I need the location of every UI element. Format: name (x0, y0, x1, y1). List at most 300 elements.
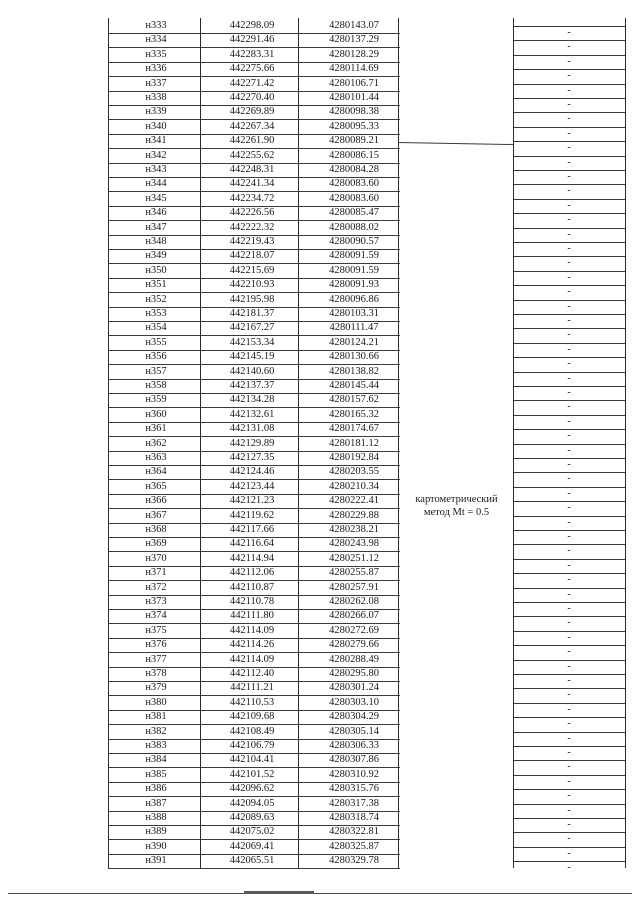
x-coordinate: 442283.31 (229, 48, 275, 60)
x-coordinate: 442119.62 (229, 509, 275, 521)
row-border (513, 415, 625, 416)
page-bottom-rule (8, 893, 632, 894)
x-coordinate: 442114.09 (229, 653, 275, 665)
y-coordinate: 4280111.47 (329, 322, 379, 334)
y-coordinate: 4280128.29 (329, 48, 379, 60)
row-border (513, 544, 625, 545)
y-coordinate: 4280091.59 (329, 250, 379, 262)
table-row (108, 206, 400, 220)
point-id: н348 (145, 236, 167, 247)
point-id: н359 (145, 394, 167, 406)
x-coordinate: 442108.49 (229, 725, 275, 737)
x-coordinate: 442134.28 (229, 394, 275, 406)
dash-cell: - (567, 603, 571, 614)
table-row (108, 221, 400, 235)
table-row (108, 465, 400, 479)
dash-cell: - (567, 675, 571, 686)
x-coordinate: 442065.51 (229, 855, 275, 867)
row-border (513, 386, 625, 387)
x-coordinate: 442129.89 (229, 437, 275, 449)
row-border (513, 674, 625, 675)
y-coordinate: 4280304.29 (329, 711, 379, 723)
point-id: н364 (145, 466, 167, 478)
y-coordinate: 4280145.44 (329, 380, 379, 391)
row-border (513, 228, 625, 229)
point-id: н390 (145, 840, 167, 852)
x-coordinate: 442140.60 (229, 365, 275, 377)
y-coordinate: 4280192.84 (329, 452, 379, 463)
table-row (108, 77, 400, 91)
x-coordinate: 442271.42 (229, 77, 275, 89)
table-row (108, 537, 400, 551)
point-id: н334 (145, 34, 167, 46)
point-id: н389 (145, 826, 167, 838)
y-coordinate: 4280138.82 (329, 365, 379, 377)
y-coordinate: 4280310.92 (329, 768, 379, 780)
point-id: н370 (145, 552, 167, 564)
x-coordinate: 442261.90 (229, 135, 275, 147)
row-border (513, 717, 625, 718)
y-coordinate: 4280090.57 (329, 236, 379, 247)
point-id: н365 (145, 480, 167, 492)
point-id: н347 (145, 221, 167, 233)
x-coordinate: 442089.63 (229, 812, 275, 823)
y-coordinate: 4280091.59 (329, 264, 379, 276)
table-row (108, 365, 400, 379)
y-coordinate: 4280157.62 (329, 394, 379, 406)
y-coordinate: 4280329.78 (329, 855, 379, 867)
x-coordinate: 442153.34 (229, 336, 275, 348)
x-coordinate: 442104.41 (229, 754, 275, 766)
y-coordinate: 4280210.34 (329, 480, 379, 492)
row-border (513, 703, 625, 704)
row-border (513, 516, 625, 517)
row-border (513, 84, 625, 85)
x-coordinate: 442112.40 (229, 668, 275, 679)
dash-cell: - (567, 214, 571, 226)
point-id: н382 (145, 725, 167, 737)
dash-cell: - (567, 559, 571, 571)
table-row (108, 480, 400, 494)
table-row (108, 725, 400, 739)
table-row (108, 494, 400, 508)
x-coordinate: 442219.43 (229, 236, 275, 247)
dash-cell: - (567, 660, 571, 672)
table-row (108, 408, 400, 422)
dash-cell: - (567, 487, 571, 499)
x-coordinate: 442101.52 (229, 768, 275, 780)
point-id: н337 (145, 77, 167, 89)
row-border (513, 357, 625, 358)
point-id: н360 (145, 408, 167, 420)
table-row (108, 451, 400, 465)
point-id: н336 (145, 63, 167, 75)
dash-cell: - (567, 747, 571, 758)
row-border (513, 314, 625, 315)
point-id: н386 (145, 783, 167, 795)
point-id: н343 (145, 164, 167, 175)
method-line-2: метод Mt = 0.5 (423, 507, 490, 518)
row-border (513, 789, 625, 790)
x-coordinate: 442096.62 (229, 783, 275, 795)
table-row (108, 120, 400, 134)
x-coordinate: 442112.06 (229, 567, 275, 579)
row-border (513, 760, 625, 761)
table-row (108, 509, 400, 523)
row-border (513, 184, 625, 185)
point-id: н369 (145, 538, 167, 550)
table-row (108, 609, 400, 623)
y-coordinate: 4280124.21 (329, 336, 379, 348)
y-coordinate: 4280106.71 (329, 77, 379, 89)
y-coordinate: 4280262.08 (329, 596, 379, 607)
table-row (108, 595, 400, 609)
point-id: н363 (145, 452, 167, 463)
x-coordinate: 442291.46 (229, 34, 275, 46)
row-border (513, 660, 625, 661)
x-coordinate: 442218.07 (229, 250, 275, 262)
y-coordinate: 4280222.41 (329, 495, 379, 507)
x-coordinate: 442255.62 (229, 149, 275, 161)
row-border (513, 271, 625, 272)
y-coordinate: 4280086.15 (329, 149, 379, 161)
dash-cell: - (567, 847, 571, 859)
row-border (513, 26, 625, 27)
table-row (108, 91, 400, 105)
table-rule (398, 142, 514, 145)
y-coordinate: 4280114.69 (329, 63, 379, 75)
row-border (513, 69, 625, 70)
dash-cell: - (567, 343, 571, 355)
y-coordinate: 4280238.21 (329, 524, 379, 535)
point-id: н358 (145, 380, 167, 391)
row-border (513, 328, 625, 329)
dash-cell: - (567, 156, 571, 168)
y-coordinate: 4280305.14 (329, 725, 379, 737)
x-coordinate: 442075.02 (229, 826, 275, 838)
x-coordinate: 442137.37 (229, 380, 275, 391)
dash-cell: - (567, 300, 571, 312)
point-id: н339 (145, 106, 167, 118)
dash-cell: - (567, 804, 571, 816)
table-row (108, 581, 400, 595)
point-id: н351 (145, 279, 167, 291)
table-row (108, 653, 400, 667)
x-coordinate: 442127.35 (229, 452, 275, 463)
dash-cell: - (567, 545, 571, 557)
x-coordinate: 442121.23 (229, 495, 275, 507)
y-coordinate: 4280255.87 (329, 567, 379, 579)
table-row (108, 782, 400, 796)
row-border (513, 559, 625, 560)
x-coordinate: 442114.94 (229, 552, 275, 564)
y-coordinate: 4280088.02 (329, 221, 379, 233)
x-coordinate: 442210.93 (229, 279, 275, 291)
y-coordinate: 4280130.66 (329, 351, 379, 363)
row-border (108, 868, 400, 869)
dash-cell: - (567, 631, 571, 643)
dash-cell: - (567, 718, 571, 730)
x-coordinate: 442117.66 (229, 524, 275, 535)
point-id: н388 (145, 812, 167, 823)
y-coordinate: 4280103.31 (329, 308, 379, 319)
y-coordinate: 4280306.33 (329, 740, 379, 751)
row-border (513, 847, 625, 848)
row-border (513, 256, 625, 257)
point-id: н383 (145, 740, 167, 751)
dash-cell: - (567, 70, 571, 82)
table-row (108, 768, 400, 782)
y-coordinate: 4280266.07 (329, 610, 379, 622)
x-coordinate: 442110.53 (229, 696, 275, 708)
x-coordinate: 442110.87 (229, 581, 275, 593)
dash-cell: - (567, 99, 571, 110)
row-border (513, 400, 625, 401)
point-id: н373 (145, 596, 167, 607)
row-border (513, 372, 625, 373)
x-coordinate: 442111.80 (230, 610, 274, 622)
x-coordinate: 442275.66 (229, 63, 275, 75)
dash-cell: - (567, 790, 571, 802)
table-row (108, 797, 400, 811)
x-coordinate: 442145.19 (229, 351, 275, 363)
table-row (108, 278, 400, 292)
dash-cell: - (567, 703, 571, 715)
y-coordinate: 4280318.74 (329, 812, 379, 823)
table-row (108, 177, 400, 191)
table-row (108, 264, 400, 278)
table-row (108, 105, 400, 119)
table-row (108, 624, 400, 638)
dash-cell: - (567, 228, 571, 240)
y-coordinate: 4280315.76 (329, 783, 379, 795)
dash-cell: - (567, 444, 571, 456)
dash-cell: - (567, 430, 571, 442)
dash-cell: - (567, 401, 571, 413)
point-id: н391 (145, 855, 167, 867)
point-id: н357 (145, 365, 167, 377)
table-row (108, 321, 400, 335)
table-row (108, 854, 400, 868)
point-id: н341 (145, 135, 167, 147)
point-id: н356 (145, 351, 167, 363)
point-id: н385 (145, 768, 167, 780)
x-coordinate: 442215.69 (229, 264, 275, 276)
method-note (400, 493, 513, 519)
point-id: н372 (145, 581, 167, 593)
row-border (513, 616, 625, 617)
point-id: н354 (145, 322, 167, 334)
dash-cell: - (567, 41, 571, 53)
method-line-1: картометрический (415, 494, 498, 505)
y-coordinate: 4280203.55 (329, 466, 379, 478)
point-id: н384 (145, 754, 167, 766)
row-border (513, 746, 625, 747)
row-border (513, 156, 625, 157)
table-row (108, 62, 400, 76)
point-id: н379 (145, 682, 167, 694)
dash-cell: - (567, 502, 571, 514)
table-row (108, 379, 400, 393)
y-coordinate: 4280279.66 (329, 639, 379, 651)
row-border (513, 242, 625, 243)
row-border (513, 213, 625, 214)
y-coordinate: 4280301.24 (329, 682, 379, 694)
y-coordinate: 4280098.38 (329, 106, 379, 118)
row-border (513, 732, 625, 733)
x-coordinate: 442131.08 (229, 423, 275, 435)
dash-cell: - (567, 819, 571, 830)
y-coordinate: 4280181.12 (329, 437, 379, 449)
point-id: н381 (145, 711, 167, 723)
point-id: н352 (145, 293, 167, 305)
col-border (625, 18, 626, 868)
row-border (513, 588, 625, 589)
dash-cell: - (567, 775, 571, 787)
x-coordinate: 442109.68 (229, 711, 275, 723)
table-row (108, 523, 400, 537)
y-coordinate: 4280257.91 (329, 581, 379, 593)
dash-cell: - (567, 171, 571, 182)
table-row (108, 134, 400, 148)
y-coordinate: 4280303.10 (329, 696, 379, 708)
x-coordinate: 442226.56 (229, 207, 275, 219)
row-border (513, 688, 625, 689)
dash-cell: - (567, 387, 571, 398)
row-border (513, 631, 625, 632)
dash-cell: - (567, 415, 571, 427)
dash-cell: - (567, 27, 571, 38)
row-border (513, 832, 625, 833)
x-coordinate: 442269.89 (229, 106, 275, 118)
point-id: н375 (145, 624, 167, 636)
point-id: н338 (145, 92, 167, 103)
row-border (513, 645, 625, 646)
dash-cell: - (567, 358, 571, 370)
table-row (108, 19, 400, 33)
row-border (513, 343, 625, 344)
point-id: н377 (145, 653, 167, 665)
x-coordinate: 442234.72 (229, 192, 275, 204)
dash-cell: - (567, 199, 571, 211)
x-coordinate: 442106.79 (229, 740, 275, 751)
dash-cell: - (567, 84, 571, 96)
point-id: н362 (145, 437, 167, 449)
row-border (513, 170, 625, 171)
table-row (108, 350, 400, 364)
dash-cell: - (567, 531, 571, 542)
scan-mark (244, 891, 314, 894)
table-row (108, 753, 400, 767)
row-border (513, 127, 625, 128)
table-row (108, 638, 400, 652)
point-id: н340 (145, 120, 167, 132)
table-row (108, 307, 400, 321)
point-id: н345 (145, 192, 167, 204)
row-border (513, 472, 625, 473)
table-row (108, 552, 400, 566)
x-coordinate: 442114.26 (229, 639, 275, 651)
dash-cell: - (567, 646, 571, 658)
dash-cell: - (567, 315, 571, 326)
table-row (108, 681, 400, 695)
x-coordinate: 442111.21 (230, 682, 274, 694)
y-coordinate: 4280325.87 (329, 840, 379, 852)
y-coordinate: 4280322.81 (329, 826, 379, 838)
table-row (108, 739, 400, 753)
row-border (513, 444, 625, 445)
point-id: н346 (145, 207, 167, 219)
row-border (513, 573, 625, 574)
table-row (108, 825, 400, 839)
x-coordinate: 442222.32 (229, 221, 275, 233)
dash-cell: - (567, 516, 571, 528)
y-coordinate: 4280229.88 (329, 509, 379, 521)
dash-cell: - (567, 574, 571, 586)
point-id: н350 (145, 264, 167, 276)
dash-cell: - (567, 113, 571, 125)
x-coordinate: 442124.46 (229, 466, 275, 478)
point-id: н353 (145, 308, 167, 319)
table-row (108, 149, 400, 163)
point-id: н355 (145, 336, 167, 348)
dash-cell: - (567, 372, 571, 384)
row-border (513, 501, 625, 502)
row-border (513, 98, 625, 99)
point-id: н367 (145, 509, 167, 521)
dash-cell: - (567, 243, 571, 254)
y-coordinate: 4280251.12 (329, 552, 379, 564)
y-coordinate: 4280137.29 (329, 34, 379, 46)
table-row (108, 235, 400, 249)
dash-cell: - (567, 257, 571, 269)
x-coordinate: 442110.78 (229, 596, 275, 607)
row-border (513, 112, 625, 113)
x-coordinate: 442123.44 (229, 480, 275, 492)
dash-cell: - (567, 732, 571, 744)
dash-cell: - (567, 833, 571, 845)
table-row (108, 163, 400, 177)
table-row (108, 811, 400, 825)
y-coordinate: 4280096.86 (329, 293, 379, 305)
y-coordinate: 4280101.44 (329, 92, 379, 103)
y-coordinate: 4280084.28 (329, 164, 379, 175)
point-id: н333 (145, 20, 167, 31)
table-row (108, 393, 400, 407)
point-id: н371 (145, 567, 167, 579)
row-border (513, 861, 625, 862)
x-coordinate: 442114.09 (229, 624, 275, 636)
dash-cell: - (567, 459, 571, 470)
row-border (513, 429, 625, 430)
y-coordinate: 4280243.98 (329, 538, 379, 550)
table-row (108, 840, 400, 854)
row-border (513, 141, 625, 142)
table-row (108, 696, 400, 710)
point-id: н387 (145, 797, 167, 809)
row-border (513, 530, 625, 531)
point-id: н376 (145, 639, 167, 651)
row-border (513, 804, 625, 805)
point-id: н380 (145, 696, 167, 708)
row-border (513, 775, 625, 776)
point-id: н342 (145, 149, 167, 161)
row-border (513, 285, 625, 286)
x-coordinate: 442116.64 (229, 538, 275, 550)
x-coordinate: 442298.09 (229, 20, 275, 31)
y-coordinate: 4280091.93 (329, 279, 379, 291)
x-coordinate: 442270.40 (229, 92, 275, 103)
